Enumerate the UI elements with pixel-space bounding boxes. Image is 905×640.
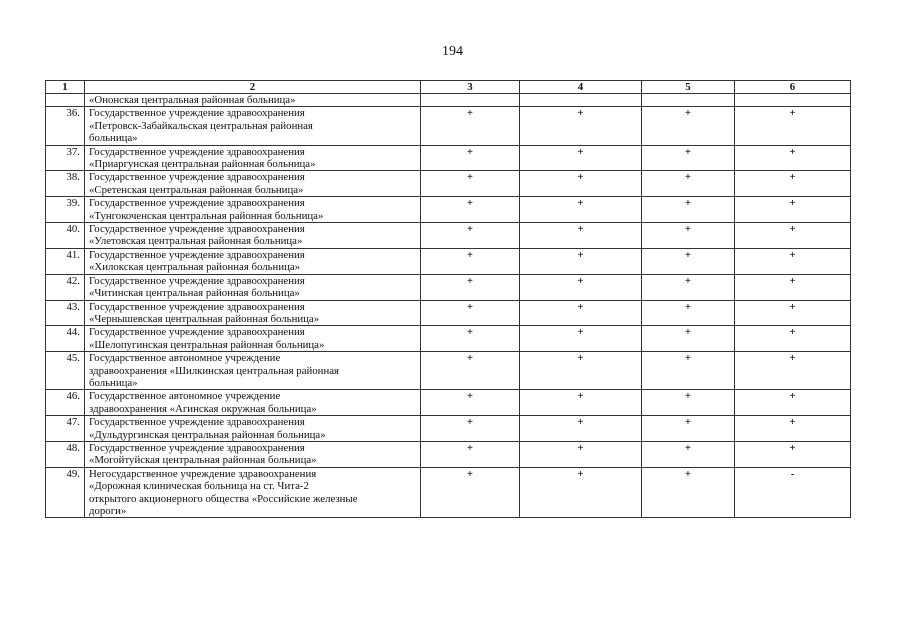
table-row xyxy=(46,145,851,171)
mark-cell: + xyxy=(642,441,735,467)
mark-cell: + xyxy=(735,352,851,390)
mark-cell: + xyxy=(421,197,520,223)
mark-cell: - xyxy=(735,467,851,518)
mark-cell: + xyxy=(421,223,520,249)
mark-cell: + xyxy=(520,390,642,416)
mark-cell: + xyxy=(520,197,642,223)
row-number: 39. xyxy=(46,197,85,223)
mark-cell: + xyxy=(735,107,851,145)
mark-cell: + xyxy=(735,326,851,352)
institution-name xyxy=(85,326,421,352)
name-line: «Чернышевская центральная районная больница» xyxy=(89,312,320,325)
name-line: «Могойтуйская центральная районная больница» xyxy=(89,454,317,467)
institution-name xyxy=(85,300,421,326)
institution-name xyxy=(85,441,421,467)
row-number: 40. xyxy=(46,223,85,249)
institution-name xyxy=(85,248,421,274)
name-line: Государственное учреждение здравоохранения xyxy=(89,326,305,339)
mark-cell: + xyxy=(520,300,642,326)
header-cell: 3 xyxy=(421,81,520,94)
mark-cell: + xyxy=(421,107,520,145)
mark-cell xyxy=(642,94,735,107)
header-cell: 6 xyxy=(735,81,851,94)
mark-cell: + xyxy=(735,441,851,467)
name-line: «Петровск-Забайкальская центральная районная xyxy=(89,119,313,132)
row-number: 36. xyxy=(46,107,85,145)
name-line: Государственное учреждение здравоохранения xyxy=(89,197,305,210)
table-row xyxy=(46,441,851,467)
mark-cell: + xyxy=(421,274,520,300)
mark-cell: + xyxy=(735,197,851,223)
table-row xyxy=(46,107,851,145)
name-line: Негосударственное учреждение здравоохранения xyxy=(89,467,317,480)
name-line: «Приаргунская центральная районная больница» xyxy=(89,158,316,171)
mark-cell: + xyxy=(421,390,520,416)
mark-cell: + xyxy=(642,274,735,300)
row-number: 38. xyxy=(46,171,85,197)
institution-name xyxy=(85,352,421,390)
mark-cell: + xyxy=(642,300,735,326)
mark-cell: + xyxy=(642,467,735,518)
mark-cell: + xyxy=(735,248,851,274)
mark-cell: + xyxy=(642,107,735,145)
mark-cell: + xyxy=(642,145,735,171)
name-line: Государственное учреждение здравоохранения xyxy=(89,274,305,287)
mark-cell: + xyxy=(520,248,642,274)
mark-cell: + xyxy=(421,248,520,274)
continuation-row xyxy=(46,94,851,107)
mark-cell: + xyxy=(642,416,735,442)
table-row xyxy=(46,274,851,300)
hospital-table xyxy=(45,80,851,518)
name-line: «Читинская центральная районная больница» xyxy=(89,287,300,300)
institution-name xyxy=(85,416,421,442)
mark-cell: + xyxy=(520,467,642,518)
row-number: 37. xyxy=(46,145,85,171)
mark-cell: + xyxy=(421,352,520,390)
institution-name: «Ононская центральная районная больница» xyxy=(85,94,421,107)
mark-cell: + xyxy=(642,171,735,197)
mark-cell: + xyxy=(520,171,642,197)
name-line: Государственное учреждение здравоохранения xyxy=(89,416,305,429)
table-row xyxy=(46,416,851,442)
mark-cell: + xyxy=(642,197,735,223)
institution-name xyxy=(85,274,421,300)
mark-cell: + xyxy=(421,416,520,442)
table-row xyxy=(46,467,851,518)
institution-name xyxy=(85,390,421,416)
name-line: «Шелопугинская центральная районная больница» xyxy=(89,338,325,351)
mark-cell: + xyxy=(642,248,735,274)
name-line: Государственное автономное учреждение xyxy=(89,390,281,403)
institution-name xyxy=(85,145,421,171)
table-row xyxy=(46,197,851,223)
mark-cell: + xyxy=(735,390,851,416)
name-line: больница» xyxy=(89,376,138,389)
name-line: открытого акционерного общества «Российские железные xyxy=(89,492,358,505)
mark-cell: + xyxy=(735,274,851,300)
mark-cell: + xyxy=(421,467,520,518)
header-row xyxy=(46,81,851,94)
row-number: 48. xyxy=(46,441,85,467)
name-line: «Хилокская центральная районная больница» xyxy=(89,261,301,274)
mark-cell: + xyxy=(520,274,642,300)
name-line: Государственное учреждение здравоохранения xyxy=(89,248,305,261)
name-line: «Дульдургинская центральная районная больница» xyxy=(89,428,326,441)
mark-cell: + xyxy=(735,171,851,197)
row-number: 44. xyxy=(46,326,85,352)
table-row xyxy=(46,171,851,197)
name-line: здравоохранения «Агинская окружная больница» xyxy=(89,402,317,415)
institution-name xyxy=(85,171,421,197)
name-line: здравоохранения «Шилкинская центральная районная xyxy=(89,364,339,377)
name-line: «Тунгокоченская центральная районная больница» xyxy=(89,209,324,222)
table-row xyxy=(46,223,851,249)
name-line: «Дорожная клиническая больница на ст. Чита-2 xyxy=(89,480,309,493)
mark-cell: + xyxy=(520,441,642,467)
table-row xyxy=(46,300,851,326)
mark-cell: + xyxy=(421,326,520,352)
mark-cell: + xyxy=(421,171,520,197)
name-line: Государственное автономное учреждение xyxy=(89,352,281,365)
name-line: Государственное учреждение здравоохранения xyxy=(89,223,305,236)
mark-cell: + xyxy=(421,300,520,326)
name-line: Государственное учреждение здравоохранения xyxy=(89,171,305,184)
name-line: Государственное учреждение здравоохранения xyxy=(89,300,305,313)
row-number: 42. xyxy=(46,274,85,300)
table-row xyxy=(46,390,851,416)
mark-cell: + xyxy=(735,416,851,442)
mark-cell: + xyxy=(520,107,642,145)
mark-cell: + xyxy=(642,223,735,249)
row-number: 46. xyxy=(46,390,85,416)
name-line: больница» xyxy=(89,132,138,145)
name-line: дороги» xyxy=(89,505,127,517)
row-number: 49. xyxy=(46,467,85,518)
header-cell: 5 xyxy=(642,81,735,94)
mark-cell: + xyxy=(735,300,851,326)
mark-cell: + xyxy=(735,223,851,249)
name-line: Государственное учреждение здравоохранения xyxy=(89,145,305,158)
name-line: «Сретенская центральная районная больница» xyxy=(89,183,304,196)
mark-cell: + xyxy=(520,416,642,442)
row-number: 43. xyxy=(46,300,85,326)
mark-cell xyxy=(520,94,642,107)
row-number: 45. xyxy=(46,352,85,390)
row-number: 41. xyxy=(46,248,85,274)
table-row xyxy=(46,326,851,352)
header-cell: 4 xyxy=(520,81,642,94)
header-cell: 1 xyxy=(46,81,85,94)
institution-name xyxy=(85,467,421,518)
table-row xyxy=(46,352,851,390)
mark-cell: + xyxy=(642,390,735,416)
mark-cell: + xyxy=(642,326,735,352)
mark-cell: + xyxy=(421,145,520,171)
header-cell: 2 xyxy=(85,81,421,94)
name-line: Государственное учреждение здравоохранения xyxy=(89,441,305,454)
mark-cell: + xyxy=(421,441,520,467)
mark-cell: + xyxy=(520,223,642,249)
mark-cell xyxy=(735,94,851,107)
mark-cell xyxy=(421,94,520,107)
name-line: Государственное учреждение здравоохранения xyxy=(89,107,305,120)
institution-name xyxy=(85,197,421,223)
page-number: 194 xyxy=(442,44,463,59)
mark-cell: + xyxy=(520,352,642,390)
name-line: «Улетовская центральная районная больница» xyxy=(89,235,303,248)
institution-name xyxy=(85,107,421,145)
institution-name xyxy=(85,223,421,249)
mark-cell: + xyxy=(642,352,735,390)
table-row xyxy=(46,248,851,274)
mark-cell: + xyxy=(520,326,642,352)
mark-cell: + xyxy=(520,145,642,171)
row-number: 47. xyxy=(46,416,85,442)
mark-cell: + xyxy=(735,145,851,171)
row-number xyxy=(46,94,85,107)
